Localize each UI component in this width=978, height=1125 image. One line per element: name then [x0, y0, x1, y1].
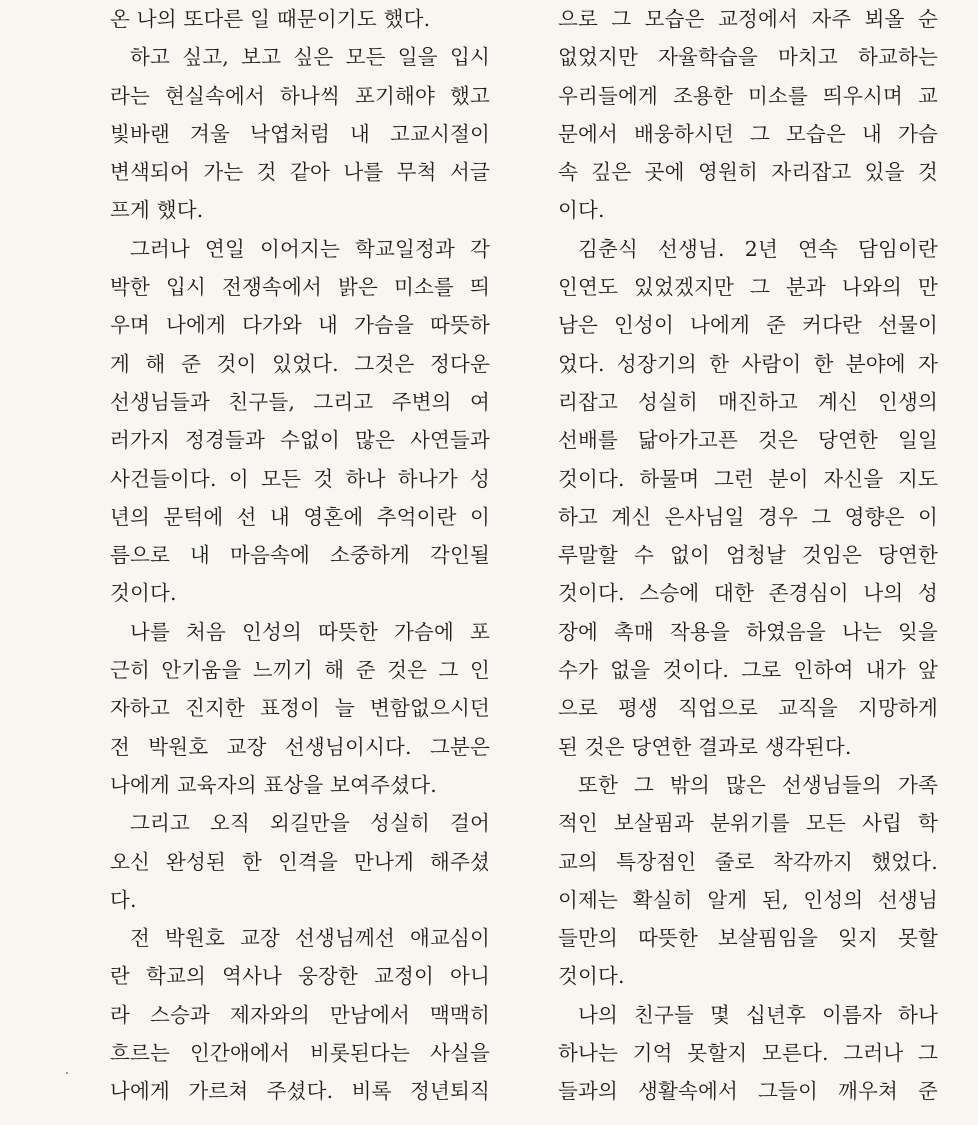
text-line	[110, 383, 490, 421]
text-line-content: 자하고 진지한 표정이 늘 변함없으시던	[110, 696, 490, 721]
text-line	[558, 843, 938, 881]
text-line-content: 하고 계신 은사님일 경우 그 영향은 이	[558, 504, 938, 529]
text-line-content: 나를 처음 인성의 따뜻한 가슴에 포	[130, 619, 490, 644]
text-line-content: 란 학교의 역사나 웅장한 교정이 아니	[110, 964, 490, 989]
text-line	[558, 191, 938, 229]
text-line	[558, 306, 938, 344]
text-line-content: 것이다. 하물며 그런 분이 자신을 지도	[558, 466, 938, 491]
text-line	[110, 191, 490, 229]
text-line	[558, 345, 938, 383]
text-line-content: 으로 그 모습은 교정에서 자주 뵈올 순	[558, 7, 938, 31]
text-line	[110, 919, 490, 957]
text-line-content: 루말할 수 없이 엄청날 것임은 당연한	[558, 543, 938, 568]
text-line	[110, 574, 490, 612]
text-line-content: 사건들이다. 이 모든 것 하나 하나가 성	[110, 466, 490, 491]
text-line	[110, 843, 490, 881]
text-line-content: 근히 안기움을 느끼기 해 준 것은 그 인	[110, 658, 490, 683]
text-line	[558, 613, 938, 651]
text-line-content: 김춘식 선생님. 2년 연속 담임이란	[578, 236, 938, 261]
text-line	[110, 306, 490, 344]
text-line	[558, 498, 938, 536]
text-line-content: 수가 없을 것이다. 그로 인하여 내가 앞	[558, 658, 938, 683]
text-line-content: 박한 입시 전쟁속에서 밝은 미소를 띄	[110, 275, 490, 300]
text-line	[110, 651, 490, 689]
text-line	[558, 728, 938, 766]
text-line	[558, 1072, 938, 1110]
text-line-content: 적인 보살핌과 분위기를 모든 사립 학	[558, 811, 938, 836]
text-line-content: 러가지 정경들과 수없이 많은 사연들과	[110, 428, 490, 453]
text-line-content: 장에 촉매 작용을 하였음을 나는 잊을	[558, 619, 938, 644]
text-line	[558, 689, 938, 727]
text-line	[110, 153, 490, 191]
scan-speck	[66, 1072, 68, 1074]
text-line-content: 나에게 가르쳐 주셨다. 비록 정년퇴직	[110, 1079, 490, 1104]
text-line	[558, 651, 938, 689]
text-line-content: 선생님들과 친구들, 그리고 주변의 여	[110, 389, 490, 414]
text-line	[558, 881, 938, 919]
text-line-content: 들과의 생활속에서 그들이 깨우쳐 준	[558, 1079, 938, 1104]
text-line-content: 이제는 확실히 알게 된, 인성의 선생님	[558, 887, 938, 912]
text-line	[558, 574, 938, 612]
text-line	[110, 536, 490, 574]
text-line-content: 인연도 있었겠지만 그 분과 나와의 만	[558, 275, 938, 300]
text-line	[558, 421, 938, 459]
text-line	[558, 919, 938, 957]
text-line-content: 라는 현실속에서 하나씩 포기해야 했고	[110, 83, 490, 108]
text-line-content: 것이다. 스승에 대한 존경심이 나의 성	[558, 581, 938, 606]
text-line-content: 전 박원호 교장 선생님께선 애교심이	[130, 926, 490, 951]
text-line	[558, 536, 938, 574]
text-line-content: 우리들에게 조용한 미소를 띄우시며 교	[558, 83, 938, 108]
text-line-content: 다.	[110, 887, 137, 912]
text-column-left	[110, 0, 490, 1111]
text-line-content: 으로 평생 직업으로 교직을 지망하게	[558, 696, 938, 721]
text-line	[110, 1034, 490, 1072]
text-line	[558, 1034, 938, 1072]
text-line-content: 게 해 준 것이 있었다. 그것은 정다운	[110, 351, 490, 376]
text-line	[558, 230, 938, 268]
text-line-content: 이다.	[558, 198, 605, 223]
text-line-content: 우며 나에게 다가와 내 가슴을 따뜻하	[110, 313, 490, 338]
text-line-content: 나의 친구들 몇 십년후 이름자 하나	[578, 1002, 938, 1027]
text-line-content: 남은 인성이 나에게 준 커다란 선물이	[558, 313, 938, 338]
text-line	[110, 881, 490, 919]
text-line-content: 년의 문턱에 선 내 영혼에 추억이란 이	[110, 504, 490, 529]
text-line-content: 빛바랜 겨울 낙엽처럼 내 고교시절이	[110, 121, 490, 146]
text-line-content: 하나는 기억 못할지 모른다. 그러나 그	[558, 1041, 938, 1066]
text-line-content: 된 것은 당연한 결과로 생각된다.	[558, 734, 852, 759]
text-line	[110, 1072, 490, 1110]
text-line-content: 프게 했다.	[110, 198, 204, 223]
text-line-content: 름으로 내 마음속에 소중하게 각인될	[110, 543, 490, 568]
text-line	[110, 498, 490, 536]
text-line	[558, 957, 938, 995]
text-line	[558, 38, 938, 76]
text-line-content: 나에게 교육자의 표상을 보여주셨다.	[110, 772, 437, 797]
text-line-content: 었다. 성장기의 한 사람이 한 분야에 자	[558, 351, 938, 376]
text-line	[558, 115, 938, 153]
text-line	[110, 77, 490, 115]
text-line-content: 전 박원호 교장 선생님이시다. 그분은	[110, 734, 490, 759]
text-line	[110, 766, 490, 804]
text-line	[110, 268, 490, 306]
text-line-content: 없었지만 자율학습을 마치고 하교하는	[558, 45, 938, 70]
text-line	[110, 115, 490, 153]
text-line	[110, 230, 490, 268]
text-line-content: 또한 그 밖의 많은 선생님들의 가족	[578, 772, 938, 797]
text-line	[558, 804, 938, 842]
text-column-right	[558, 0, 938, 1111]
text-line	[558, 996, 938, 1034]
text-line	[558, 268, 938, 306]
text-line-content: 리잡고 성실히 매진하고 계신 인생의	[558, 389, 938, 414]
text-line	[558, 383, 938, 421]
text-line	[558, 0, 938, 38]
text-line	[558, 460, 938, 498]
text-line	[558, 77, 938, 115]
text-line-content: 교의 특장점인 줄로 착각까지 했었다.	[558, 849, 938, 874]
text-line-content: 하고 싶고, 보고 싶은 모든 일을 입시	[130, 45, 490, 70]
text-line-content: 선배를 닮아가고픈 것은 당연한 일일	[558, 428, 938, 453]
text-line	[110, 460, 490, 498]
text-line	[110, 728, 490, 766]
text-line-content: 것이다.	[558, 964, 625, 989]
text-line-content: 문에서 배웅하시던 그 모습은 내 가슴	[558, 121, 938, 146]
text-line	[110, 804, 490, 842]
text-line	[110, 957, 490, 995]
text-line	[110, 996, 490, 1034]
text-line-content: 그러나 연일 이어지는 학교일정과 각	[130, 236, 490, 261]
text-line-content: 온 나의 또다른 일 때문이기도 했다.	[110, 7, 431, 31]
text-line-content: 변색되어 가는 것 같아 나를 무척 서글	[110, 160, 490, 185]
text-line	[558, 153, 938, 191]
text-line	[110, 421, 490, 459]
text-line	[110, 613, 490, 651]
text-line-content: 그리고 오직 외길만을 성실히 걸어	[130, 811, 490, 836]
text-line-content: 들만의 따뜻한 보살핌임을 잊지 못할	[558, 926, 938, 951]
text-line	[110, 345, 490, 383]
text-line-content: 것이다.	[110, 581, 177, 606]
text-line	[110, 38, 490, 76]
text-line	[110, 0, 490, 38]
text-line-content: 라 스승과 제자와의 만남에서 맥맥히	[110, 1002, 490, 1027]
text-line-content: 속 깊은 곳에 영원히 자리잡고 있을 것	[558, 160, 938, 185]
text-line	[110, 689, 490, 727]
text-line-content: 오신 완성된 한 인격을 만나게 해주셨	[110, 849, 490, 874]
text-line	[558, 766, 938, 804]
text-line-content: 흐르는 인간애에서 비롯된다는 사실을	[110, 1041, 490, 1066]
